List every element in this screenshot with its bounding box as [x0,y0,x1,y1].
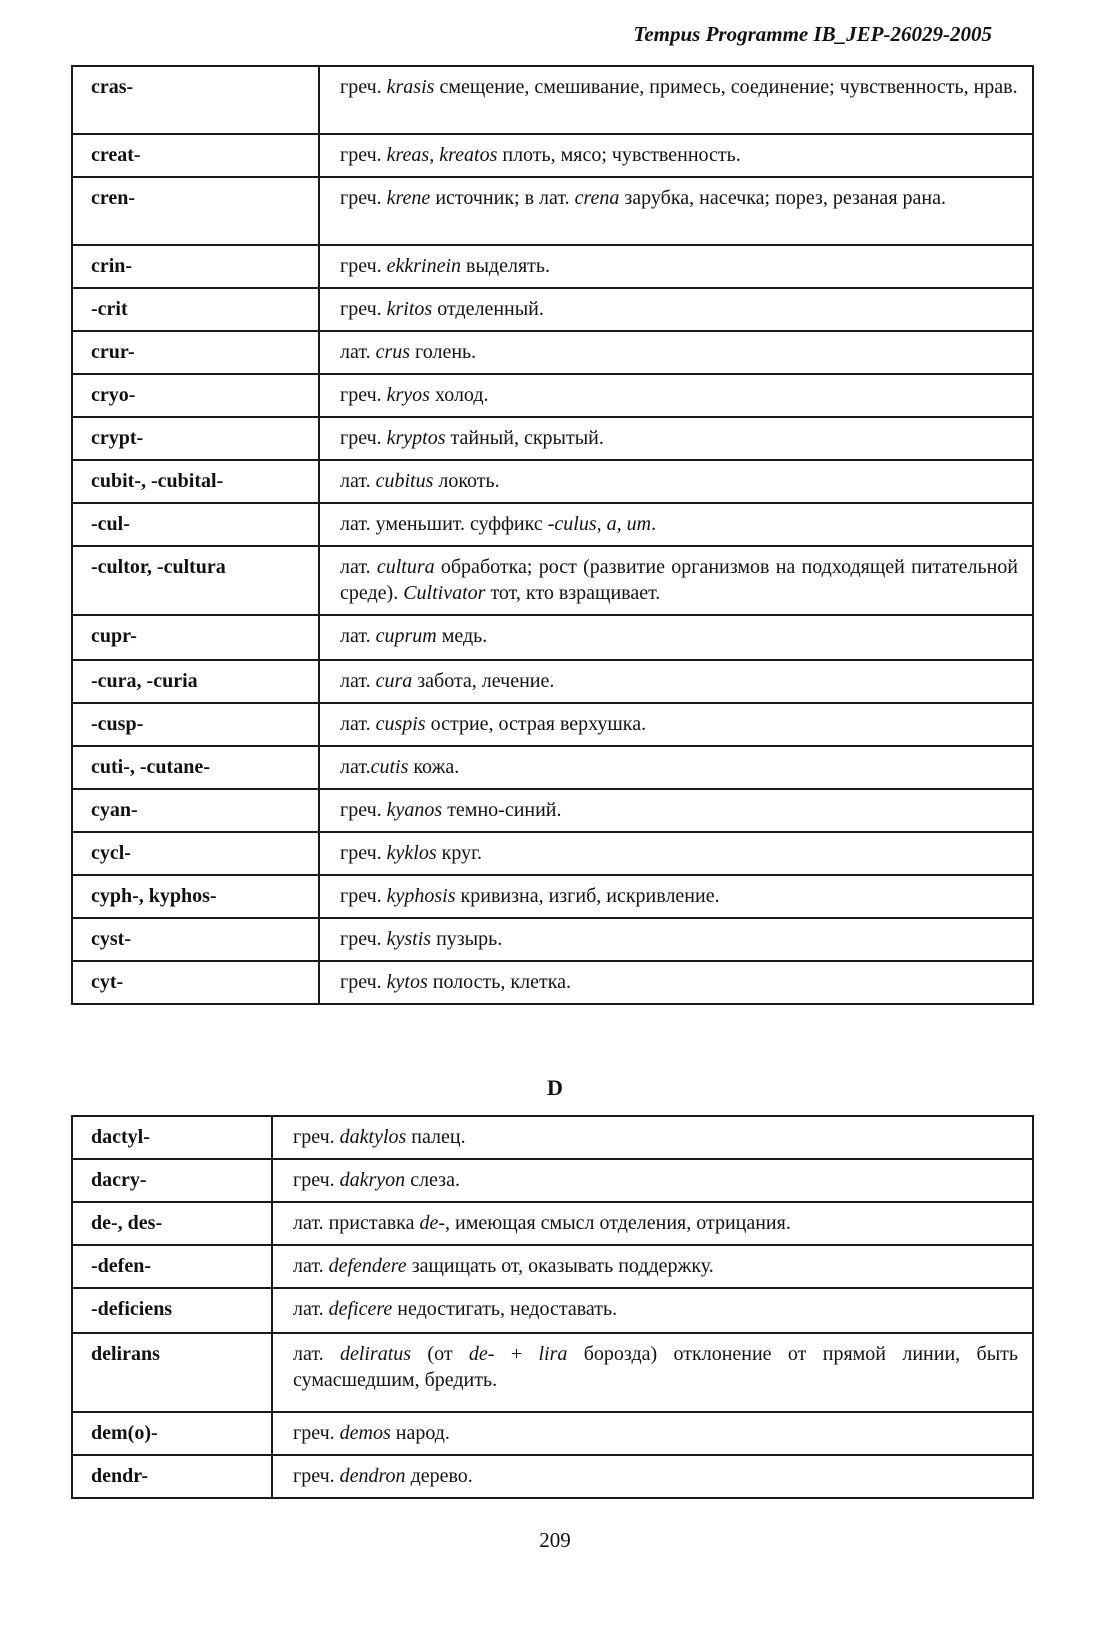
definition-cell [319,66,1033,134]
definition-text: локоть. [433,470,500,492]
definition-italic-text: kreas, kreatos [386,144,498,166]
definition-text: забота, лечение. [412,670,555,692]
term-cell: -cura, -curia [72,660,319,703]
definition-text: кривизна, изгиб, искривление. [455,885,720,907]
table-row [72,177,1033,245]
definition-cell [319,875,1033,918]
glossary-table-body [72,66,1033,1004]
definition-text: лат. приставка [293,1212,420,1234]
table-row [72,66,1033,134]
term-cell: dendr- [72,1455,272,1498]
definition-cell [272,1159,1033,1202]
table-row [72,703,1033,746]
definition-text: лат. [340,625,376,647]
term-cell: cubit-, -cubital- [72,460,319,503]
definition-italic-text: -culus, a, um [547,513,652,535]
definition-text: полость, клетка. [427,971,571,993]
glossary-table-c [71,65,1034,1005]
term-cell: cyph-, kyphos- [72,875,319,918]
definition-cell [319,546,1033,615]
definition-italic-text: cultura [376,556,435,578]
definition-italic-text: ekkrinein [386,255,462,277]
definition-italic-text: kyphosis [386,885,456,907]
table-row [72,1159,1033,1202]
term-cell: dactyl- [72,1116,272,1159]
definition-text: обработка; рост (развитие организмов на подходящей питательной среде). [340,556,1018,604]
definition-text: греч. [340,298,387,320]
definition-text: тот, кто взращивает. [485,582,661,604]
running-header: Tempus Programme IB_JEP-26029-2005 [633,22,992,46]
table-row [72,288,1033,331]
definition-italic-text: crus [375,341,411,363]
table-row [72,134,1033,177]
definition-italic-text: kystis [386,928,432,950]
definition-italic-text: deficere [328,1298,393,1320]
definition-italic-text: Cultivator [403,582,486,604]
definition-text: народ. [390,1422,450,1444]
term-cell: cycl- [72,832,319,875]
term-cell: -deficiens [72,1288,272,1333]
table-row [72,832,1033,875]
definition-cell [272,1245,1033,1288]
definition-text: + [494,1343,539,1365]
definition-cell [319,134,1033,177]
definition-text: кожа. [408,756,460,778]
table-row [72,961,1033,1004]
definition-italic-text: kyanos [386,799,443,821]
definition-italic-text: krene [386,187,431,209]
definition-text: . [651,513,657,535]
table-row [72,1412,1033,1455]
table-row [72,918,1033,961]
table-row [72,1202,1033,1245]
definition-text: круг. [436,842,483,864]
table-row [72,660,1033,703]
table-row [72,1116,1033,1159]
definition-cell [319,961,1033,1004]
definition-italic-text: cura [375,670,413,692]
table-row [72,245,1033,288]
definition-italic-text: kytos [386,971,428,993]
definition-text: греч. [340,76,387,98]
glossary-table-d [71,1115,1034,1499]
page-number: 209 [539,1528,571,1552]
definition-italic-text: krasis [386,76,435,98]
term-cell: dem(o)- [72,1412,272,1455]
table-row [72,460,1033,503]
definition-italic-text: cuspis [375,713,426,735]
definition-text: лат. [340,341,376,363]
definition-text: греч. [293,1169,340,1191]
definition-text: защищать от, оказывать поддержку. [406,1255,714,1277]
definition-cell [319,703,1033,746]
term-cell: -cul- [72,503,319,546]
definition-cell [319,460,1033,503]
table-row [72,331,1033,374]
definition-italic-text: de- [419,1212,446,1234]
glossary-table-body [72,1116,1033,1498]
definition-italic-text: demos [339,1422,391,1444]
definition-text: тайный, скрытый. [445,427,604,449]
definition-text: выделять. [461,255,551,277]
definition-italic-text: de- [468,1343,495,1365]
definition-italic-text: dakryon [339,1169,406,1191]
definition-text: греч. [340,384,387,406]
definition-text: греч. [340,842,387,864]
definition-text: темно-синий. [442,799,562,821]
definition-cell [272,1288,1033,1333]
definition-text: греч. [340,427,387,449]
definition-italic-text: kritos [386,298,433,320]
definition-text: дерево. [405,1465,473,1487]
definition-text: зарубка, насечка; порез, резаная рана. [619,187,946,209]
definition-italic-text: daktylos [339,1126,407,1148]
table-row [72,374,1033,417]
definition-cell [272,1412,1033,1455]
table-row [72,546,1033,615]
definition-text: острие, острая верхушка. [425,713,647,735]
definition-text: греч. [340,971,387,993]
definition-text: слеза. [405,1169,460,1191]
definition-cell [272,1333,1033,1412]
definition-italic-text: cubitus [375,470,434,492]
definition-italic-text: dendron [339,1465,406,1487]
term-cell: dacry- [72,1159,272,1202]
definition-text: лат. [340,670,376,692]
table-row [72,875,1033,918]
definition-cell [272,1202,1033,1245]
table-row [72,746,1033,789]
definition-cell [319,615,1033,660]
definition-text: плоть, мясо; чувственность. [497,144,741,166]
definition-italic-text: lira [538,1343,568,1365]
term-cell: de-, des- [72,1202,272,1245]
definition-text: лат. уменьшит. суффикс [340,513,548,535]
definition-cell [319,374,1033,417]
definition-text: пузырь. [431,928,503,950]
definition-text: греч. [293,1126,340,1148]
definition-italic-text: cutis [370,756,409,778]
term-cell: creat- [72,134,319,177]
definition-text: лат. [293,1343,340,1365]
definition-italic-text: defendere [328,1255,407,1277]
definition-italic-text: crena [574,187,620,209]
definition-text: греч. [340,144,387,166]
definition-text: греч. [340,928,387,950]
definition-text: , имеющая смысл отделения, отрицания. [445,1212,791,1234]
definition-text: греч. [293,1422,340,1444]
definition-text: греч. [340,255,387,277]
term-cell: cuti-, -cutane- [72,746,319,789]
term-cell: -crit [72,288,319,331]
definition-text: смещение, смешивание, примесь, соединение; чувственность, нрав. [434,76,1018,98]
term-cell: cupr- [72,615,319,660]
table-row [72,1245,1033,1288]
term-cell: -defen- [72,1245,272,1288]
term-cell: cren- [72,177,319,245]
definition-cell [272,1455,1033,1498]
definition-cell [319,245,1033,288]
table-row [72,1455,1033,1498]
term-cell: crin- [72,245,319,288]
definition-cell [319,918,1033,961]
definition-cell [319,331,1033,374]
definition-text: греч. [340,187,387,209]
table-row [72,1333,1033,1412]
term-cell: crypt- [72,417,319,460]
term-cell: -cusp- [72,703,319,746]
term-cell: cras- [72,66,319,134]
definition-cell [272,1116,1033,1159]
definition-text: греч. [340,799,387,821]
definition-cell [319,503,1033,546]
term-cell: cyt- [72,961,319,1004]
section-letter-heading: D [547,1075,563,1100]
definition-text: лат. [293,1298,329,1320]
definition-text: (от [411,1343,469,1365]
definition-text: лат. [293,1255,329,1277]
definition-text: отделенный. [432,298,544,320]
definition-text: лат. [340,713,376,735]
definition-cell [319,417,1033,460]
definition-italic-text: kryos [386,384,430,406]
table-row [72,615,1033,660]
table-row [72,1288,1033,1333]
definition-text: медь. [436,625,488,647]
definition-text: источник; в лат. [430,187,575,209]
definition-italic-text: kyklos [386,842,437,864]
definition-text: недостигать, недоставать. [392,1298,618,1320]
definition-text: лат. [340,470,376,492]
definition-text: лат. [340,556,377,578]
table-row [72,503,1033,546]
term-cell: cryo- [72,374,319,417]
term-cell: -cultor, -cultura [72,546,319,615]
term-cell: cyan- [72,789,319,832]
definition-text: лат. [340,756,371,778]
term-cell: delirans [72,1333,272,1412]
table-row [72,417,1033,460]
definition-cell [319,177,1033,245]
definition-italic-text: cuprum [375,625,437,647]
definition-cell [319,660,1033,703]
definition-text: палец. [406,1126,466,1148]
definition-text: греч. [340,885,387,907]
definition-cell [319,746,1033,789]
table-row [72,789,1033,832]
definition-text: голень. [410,341,477,363]
definition-cell [319,288,1033,331]
definition-text: борозда) отклонение от прямой линии, быть сумасшедшим, бредить. [293,1343,1018,1391]
term-cell: crur- [72,331,319,374]
definition-italic-text: kryptos [386,427,446,449]
definition-cell [319,832,1033,875]
definition-italic-text: deliratus [339,1343,412,1365]
definition-cell [319,789,1033,832]
definition-text: греч. [293,1465,340,1487]
term-cell: cyst- [72,918,319,961]
definition-text: холод. [429,384,489,406]
